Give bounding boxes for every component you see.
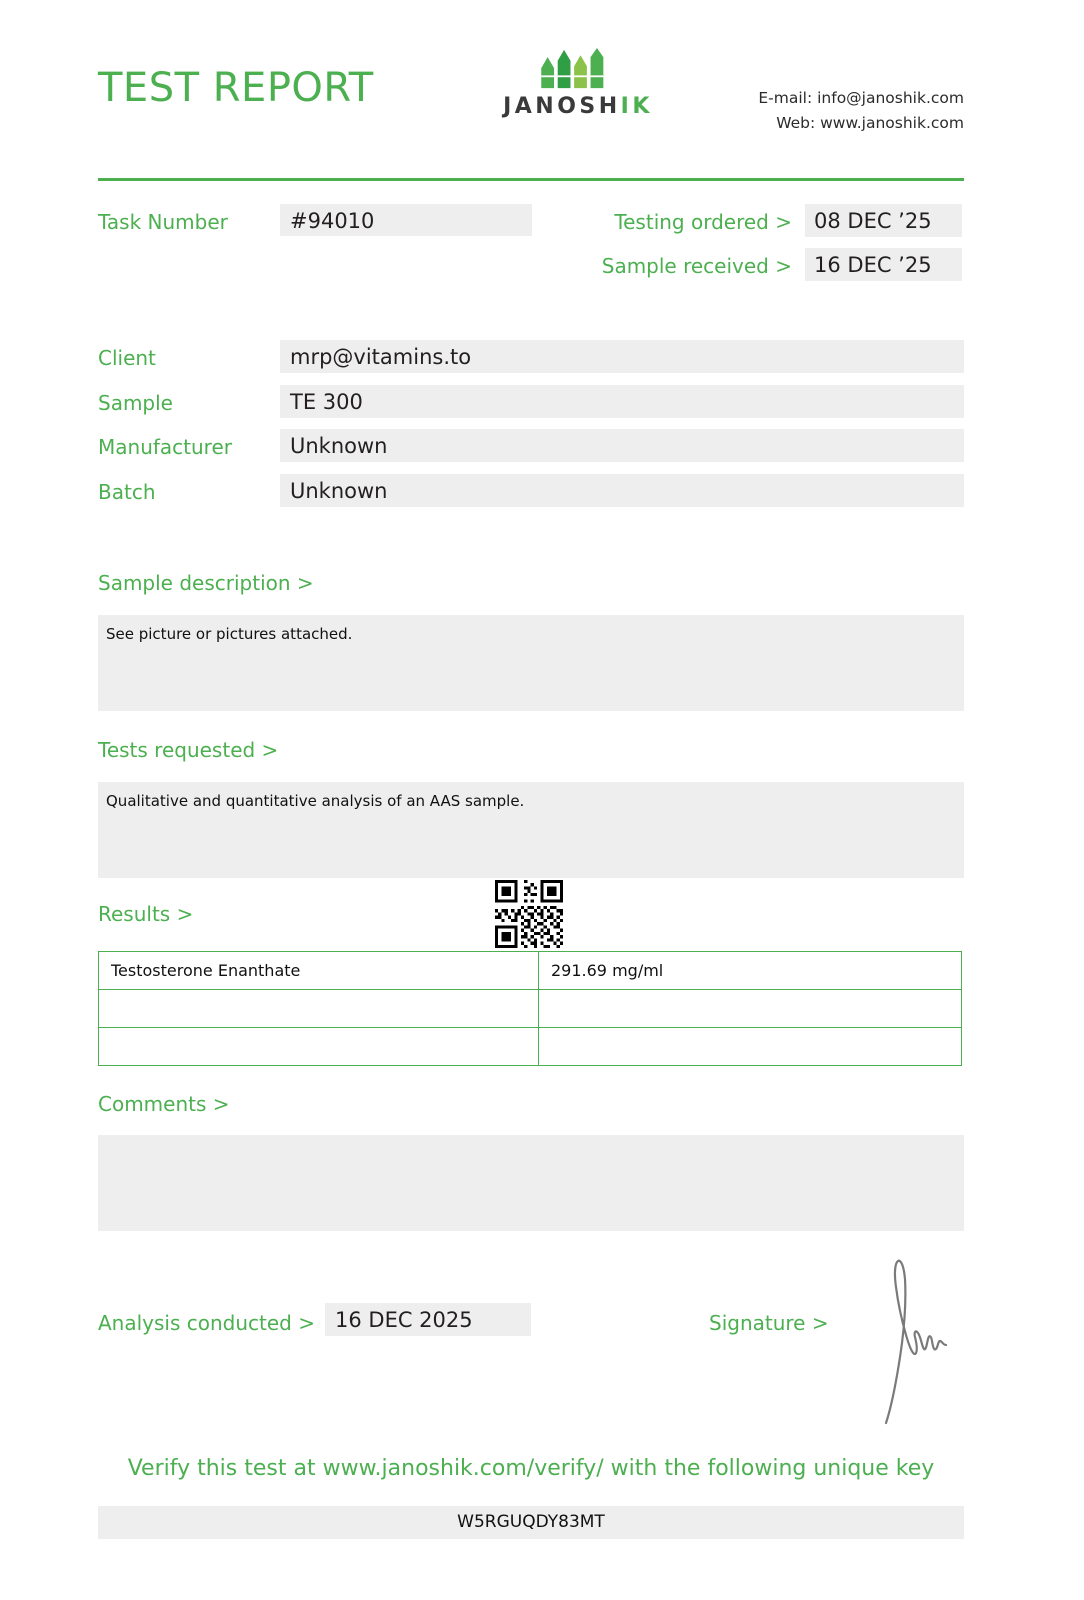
qr-code xyxy=(495,880,563,948)
comments-heading: Comments > xyxy=(98,1092,230,1116)
info-row xyxy=(98,474,964,519)
verify-unique-key: W5RGUQDY83MT xyxy=(98,1506,964,1539)
task-number-value: #94010 xyxy=(280,204,532,236)
verify-instruction: Verify this test at www.janoshik.com/verify/ with the following unique key xyxy=(127,1456,935,1481)
info-row xyxy=(98,429,964,474)
sample-value: TE 300 xyxy=(280,385,964,418)
manufacturer-label: Manufacturer xyxy=(98,435,232,459)
testing-ordered-value: 08 DEC ’25 xyxy=(805,204,962,237)
contact-block xyxy=(758,86,964,136)
batch-value: Unknown xyxy=(280,474,964,507)
sample-received-label: Sample received > xyxy=(601,254,792,278)
brand-logo xyxy=(468,48,688,119)
result-name xyxy=(99,990,539,1028)
task-section xyxy=(98,200,964,282)
client-value: mrp@vitamins.to xyxy=(280,340,964,373)
results-table xyxy=(98,951,962,1066)
contact-email: E-mail: info@janoshik.com xyxy=(758,89,964,107)
sample-description-heading: Sample description > xyxy=(98,571,314,595)
analysis-conducted-value: 16 DEC 2025 xyxy=(325,1303,531,1336)
task-number-label: Task Number xyxy=(98,210,228,234)
result-value xyxy=(539,1028,962,1066)
header-divider xyxy=(98,178,964,181)
table-row xyxy=(99,1028,962,1066)
page-title: TEST REPORT xyxy=(98,65,374,111)
mountain-bars-icon xyxy=(523,48,633,90)
result-name: Testosterone Enanthate xyxy=(99,952,539,990)
batch-label: Batch xyxy=(98,479,156,504)
result-name xyxy=(99,1028,539,1066)
results-heading: Results > xyxy=(98,902,194,926)
brand-wordmark xyxy=(468,94,688,119)
result-value: 291.69 mg/ml xyxy=(539,952,962,990)
info-section xyxy=(98,340,964,518)
info-row xyxy=(98,340,964,385)
tests-requested-text: Qualitative and quantitative analysis of an AAS sample. xyxy=(98,782,964,878)
sample-received-value: 16 DEC ’25 xyxy=(805,248,962,281)
contact-web: Web: www.janoshik.com xyxy=(776,113,964,132)
report-content xyxy=(98,0,964,1532)
report-header xyxy=(98,0,964,150)
signature-label: Signature > xyxy=(709,1311,829,1335)
testing-ordered-label: Testing ordered > xyxy=(614,210,792,234)
manufacturer-value: Unknown xyxy=(280,429,964,462)
info-row xyxy=(98,385,964,430)
qr-code-image xyxy=(495,880,563,948)
analysis-conducted-label: Analysis conducted > xyxy=(98,1311,315,1335)
table-row xyxy=(99,990,962,1028)
sample-label: Sample xyxy=(98,390,173,415)
sample-description-text: See picture or pictures attached. xyxy=(98,615,964,711)
brand-wordmark-green: IK xyxy=(620,94,653,119)
tests-requested-heading: Tests requested > xyxy=(98,738,279,762)
comments-text xyxy=(98,1135,964,1231)
brand-wordmark-dark: JANOSH xyxy=(503,94,621,119)
signature-image xyxy=(858,1255,978,1425)
table-row xyxy=(99,952,962,990)
client-label: Client xyxy=(98,346,156,370)
result-value xyxy=(539,990,962,1028)
